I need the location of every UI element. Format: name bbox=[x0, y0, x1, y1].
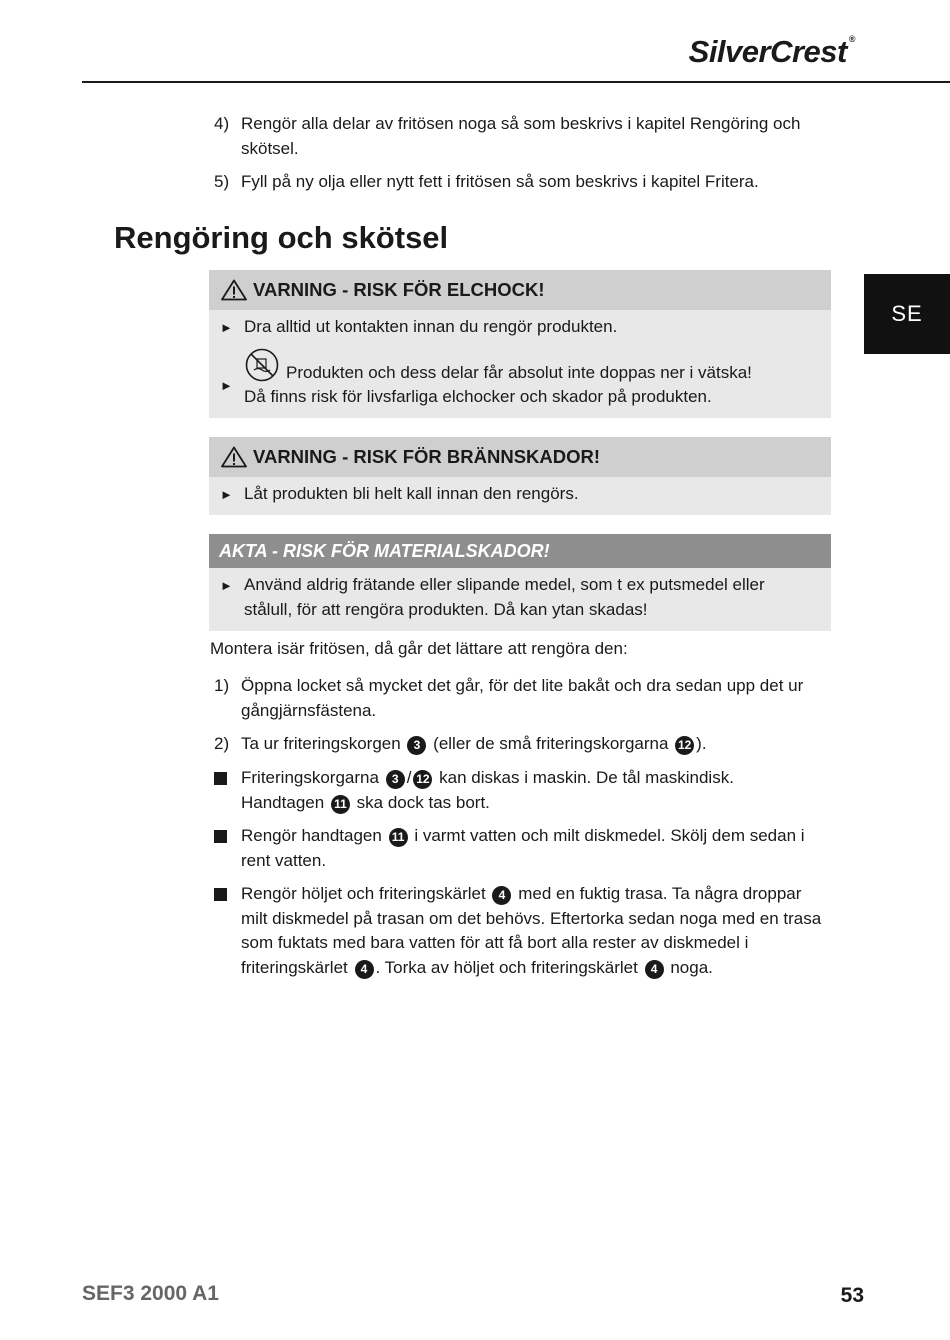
bullet-text: ska dock tas bort. bbox=[356, 792, 490, 812]
language-tab bbox=[864, 274, 950, 354]
warning-shock-title: VARNING - RISK FÖR ELCHOCK! bbox=[253, 278, 545, 300]
warning-burn-bullet-1 bbox=[209, 482, 831, 508]
warning-burn-title: VARNING - RISK FÖR BRÄNNSKADOR! bbox=[253, 445, 601, 467]
ref-badge-basket: 3 bbox=[386, 770, 405, 789]
step-text: Öppna locket så mycket det går, för det lite bakåt och dra sedan upp det ur gångjärnsfästena. bbox=[241, 676, 804, 720]
warning-triangle-icon bbox=[221, 446, 247, 468]
bullet-text: Dra alltid ut kontakten innan du rengör produkten. bbox=[244, 317, 618, 336]
warning-burn-heading bbox=[209, 437, 831, 477]
disassemble-intro: Montera isär fritösen, då går det lättare att rengöra den: bbox=[210, 639, 628, 658]
brand-logo bbox=[689, 34, 855, 70]
bullet-text-continued: Då finns risk för livsfarliga elchocker och skador på produkten. bbox=[244, 387, 712, 406]
footer-model-number: SEF3 2000 A1 bbox=[82, 1282, 219, 1305]
square-bullet-icon bbox=[214, 882, 241, 980]
step-text: (eller de små friteringskorgarna bbox=[433, 734, 669, 753]
no-immersion-icon bbox=[244, 348, 282, 384]
ref-badge-vessel: 4 bbox=[492, 886, 511, 905]
language-tab-label: SE bbox=[891, 301, 923, 326]
caution-material-box bbox=[209, 534, 831, 631]
warning-triangle-icon bbox=[221, 279, 247, 301]
caution-material-title: AKTA - RISK FÖR MATERIALSKADOR! bbox=[219, 540, 550, 561]
ref-badge-handle: 11 bbox=[331, 795, 350, 814]
arrow-bullet-icon: ► bbox=[220, 487, 233, 502]
warning-shock-heading bbox=[209, 270, 831, 310]
ref-badge-basket: 3 bbox=[407, 736, 426, 755]
bullet-dishwasher bbox=[214, 766, 830, 815]
bullet-text: kan diskas i maskin. De tål maskindisk. bbox=[439, 768, 734, 787]
separator: / bbox=[406, 768, 412, 787]
bullet-text: noga. bbox=[670, 957, 713, 977]
step-text: Rengör alla delar av fritösen noga så som beskrivs i kapitel Rengöring och skötsel. bbox=[241, 114, 801, 158]
warning-shock-box bbox=[209, 270, 831, 418]
bullet-text: Rengör handtagen bbox=[241, 826, 382, 845]
step-number: 1) bbox=[214, 676, 230, 695]
brand-name: SilverCrest bbox=[688, 34, 847, 69]
bullet-text: i varmt vatten och milt diskmedel. Skölj dem sedan i rent vatten. bbox=[241, 826, 805, 870]
bullet-text: Använd aldrig frätande eller slipande medel, som t ex putsmedel eller stålull, för att rengöra produkten. Då kan ytan skadas! bbox=[244, 575, 765, 619]
caution-material-heading bbox=[209, 534, 831, 568]
bullet-text: Friteringskorgarna bbox=[241, 768, 379, 787]
step-text: Ta ur friteringskorgen bbox=[241, 734, 401, 753]
arrow-bullet-icon: ► bbox=[220, 320, 233, 335]
warning-shock-bullet-1 bbox=[209, 315, 831, 341]
step-number: 5) bbox=[214, 172, 230, 191]
step-text: ). bbox=[696, 734, 707, 753]
ref-badge-handle: 11 bbox=[389, 828, 408, 847]
square-bullet-icon bbox=[214, 766, 241, 815]
arrow-bullet-icon: ► bbox=[220, 578, 233, 593]
square-bullet-icon bbox=[214, 824, 241, 873]
intro-step-5 bbox=[214, 170, 834, 195]
ref-badge-vessel: 4 bbox=[645, 960, 664, 979]
step-number: 4) bbox=[214, 114, 230, 133]
section-title: Rengöring och skötsel bbox=[114, 220, 449, 255]
ref-badge-vessel: 4 bbox=[355, 960, 374, 979]
bullet-clean-handle bbox=[214, 824, 830, 873]
ref-badge-small-baskets: 12 bbox=[413, 770, 432, 789]
bullet-text: Handtagen bbox=[241, 792, 325, 812]
step-2 bbox=[214, 732, 834, 757]
arrow-bullet-icon: ► bbox=[220, 377, 233, 393]
registered-mark: ® bbox=[848, 34, 855, 44]
step-text: Fyll på ny olja eller nytt fett i fritösen så som beskrivs i kapitel Fritera. bbox=[241, 172, 759, 191]
bullet-text: Rengör höljet och friteringskärlet bbox=[241, 884, 486, 903]
intro-step-4 bbox=[214, 112, 834, 161]
bullet-text: med en fuktig trasa. Ta några droppar milt diskmedel på trasan om det behövs. Eftertorka sedan noga med en trasa som fuktats med bara vatten för att få bort alla rester av diskmedel i friteringskärlet bbox=[241, 884, 822, 977]
warning-burn-box bbox=[209, 437, 831, 515]
ref-badge-small-baskets: 12 bbox=[675, 736, 694, 755]
step-1 bbox=[214, 674, 834, 723]
step-number: 2) bbox=[214, 734, 230, 753]
caution-material-bullet-1 bbox=[209, 573, 831, 622]
footer-page-number: 53 bbox=[840, 1284, 864, 1307]
bullet-text: Låt produkten bli helt kall innan den rengörs. bbox=[244, 484, 579, 503]
bullet-clean-housing bbox=[214, 882, 830, 980]
warning-shock-bullet-2 bbox=[209, 348, 831, 410]
header-rule bbox=[82, 81, 950, 83]
bullet-text: . Torka av höljet och friteringskärlet bbox=[375, 957, 638, 977]
bullet-text: Produkten och dess delar får absolut inte doppas ner i vätska! bbox=[286, 362, 752, 382]
